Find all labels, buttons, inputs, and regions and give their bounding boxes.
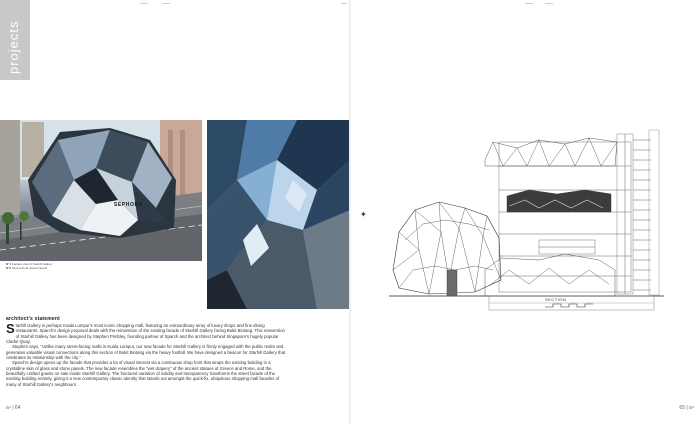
article-body — [6, 323, 288, 387]
facade-photo-art — [0, 120, 202, 261]
crop-mark — [525, 3, 533, 4]
dropcap: S — [6, 321, 15, 336]
register-mark-icon: ✦ — [360, 210, 367, 219]
section-drawing-art — [389, 120, 679, 315]
upward-facade-art — [207, 120, 350, 309]
crop-mark — [545, 3, 553, 4]
drawing-label: SECTION — [545, 297, 595, 309]
crop-mark — [162, 3, 170, 4]
folio-right: 65 | a⁴ — [679, 405, 694, 411]
scale-bar-icon — [545, 303, 595, 309]
section-label: projects — [6, 20, 21, 74]
storefront-sign: SEPHORA — [114, 202, 143, 208]
paragraph-2: Stephen says, "Unlike many street-facing malls in Kuala Lumpur, our new facade for Starhill Gallery is firmly engaged with the public realm and generates valuable visual connections along this section of Bukit Bintang via the heavy footfall. We have designed a beacon for Starhill Gallery that celebrates its relationship with the city." — [6, 344, 286, 361]
section-tab — [0, 0, 30, 80]
paragraph-3: Sparch's design opens up the facade that provides a lot of visual interest via a continuous shop front that wraps the existing building in a crystalline skin of glass and stone panels. The new facade resembles the "wet drapery" of the ancient statues of Greece and Rome, and the beautifully crafted gowns on sale inside Starhill Gallery. The fractured variation of solidity and transparency transforms the street facade of the existing building entirely, giving it a new contemporary classic identity that stands out amongst the quick-fix, ubiquitous shopping mall facades of many of Starhill Gallery's neighbours. — [6, 360, 280, 387]
facade-photo — [0, 120, 202, 261]
caption-2: N°2 Geometrical visual interest — [6, 266, 48, 270]
left-page — [0, 0, 349, 425]
crop-mark — [341, 3, 347, 4]
folio-left: a⁴ | 64 — [6, 405, 21, 411]
caption-1: N°1 Facade view of Starhill Gallery — [6, 262, 53, 266]
crop-mark — [140, 3, 148, 4]
section-drawing — [389, 120, 679, 315]
article-heading: architect's statement — [6, 316, 61, 322]
paragraph-1: tarhill Gallery is perhaps Kuala Lumpur's most iconic shopping mall, featuring an extraordinary array of luxury shops and fine dining restaurants. Sparch's design proposal deals with the reinvention of the existing facade of Starhill Gallery facing Bukit Bintang. This reinvention of Starhill Gallery has been designed by Stephen Pimbley, founding partner of Sparch and the architect behind Singapore's hugely popular Clarke Quay. — [6, 323, 285, 345]
upward-facade-photo — [207, 120, 350, 309]
